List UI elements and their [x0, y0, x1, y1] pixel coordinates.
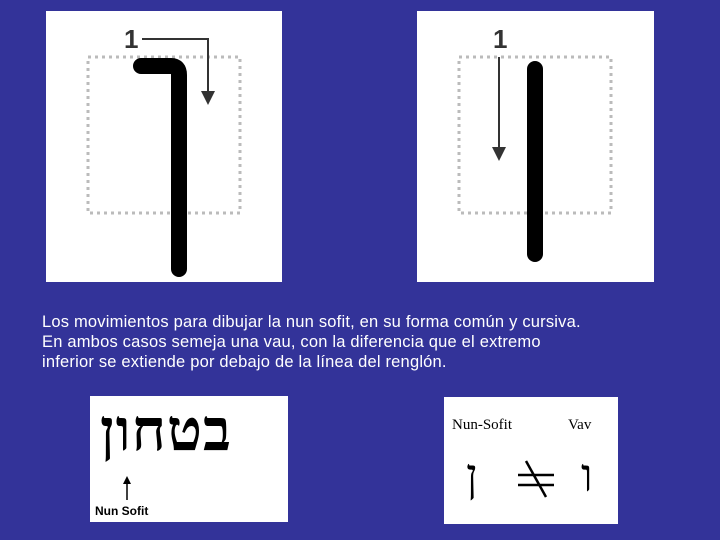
- caption: [42, 312, 712, 372]
- nun-sofit-label: Nun Sofit: [95, 504, 149, 518]
- nun-sofit-stroke: [141, 66, 179, 269]
- caption-line: Los movimientos para dibujar la nun sofit, en su forma común y cursiva.: [42, 313, 581, 331]
- stroke-diagram-right: [417, 11, 654, 282]
- vav-glyph: ו: [581, 448, 593, 502]
- not-equal-icon: [514, 455, 558, 515]
- stroke-diagram-left: [46, 11, 282, 282]
- step-number: 1: [493, 24, 508, 54]
- up-arrow-icon: [123, 476, 131, 484]
- caption-line: inferior se extiende por debajo de la línea del renglón.: [42, 353, 447, 371]
- nun-sofit-heading: Nun-Sofit: [452, 417, 512, 433]
- caption-line: En ambos casos semeja una vau, con la diferencia que el extremo: [42, 333, 541, 351]
- step-number: 1: [124, 24, 139, 54]
- vav-heading: Vav: [568, 417, 592, 433]
- comparison-image: [444, 397, 618, 524]
- nun-sofit-glyph: ן: [466, 448, 478, 502]
- word-example-image: [90, 396, 288, 522]
- guide-box: [88, 57, 240, 213]
- arrowhead-icon: [201, 91, 215, 105]
- arrowhead-icon: [492, 147, 506, 161]
- hebrew-word: בטחון: [100, 396, 232, 464]
